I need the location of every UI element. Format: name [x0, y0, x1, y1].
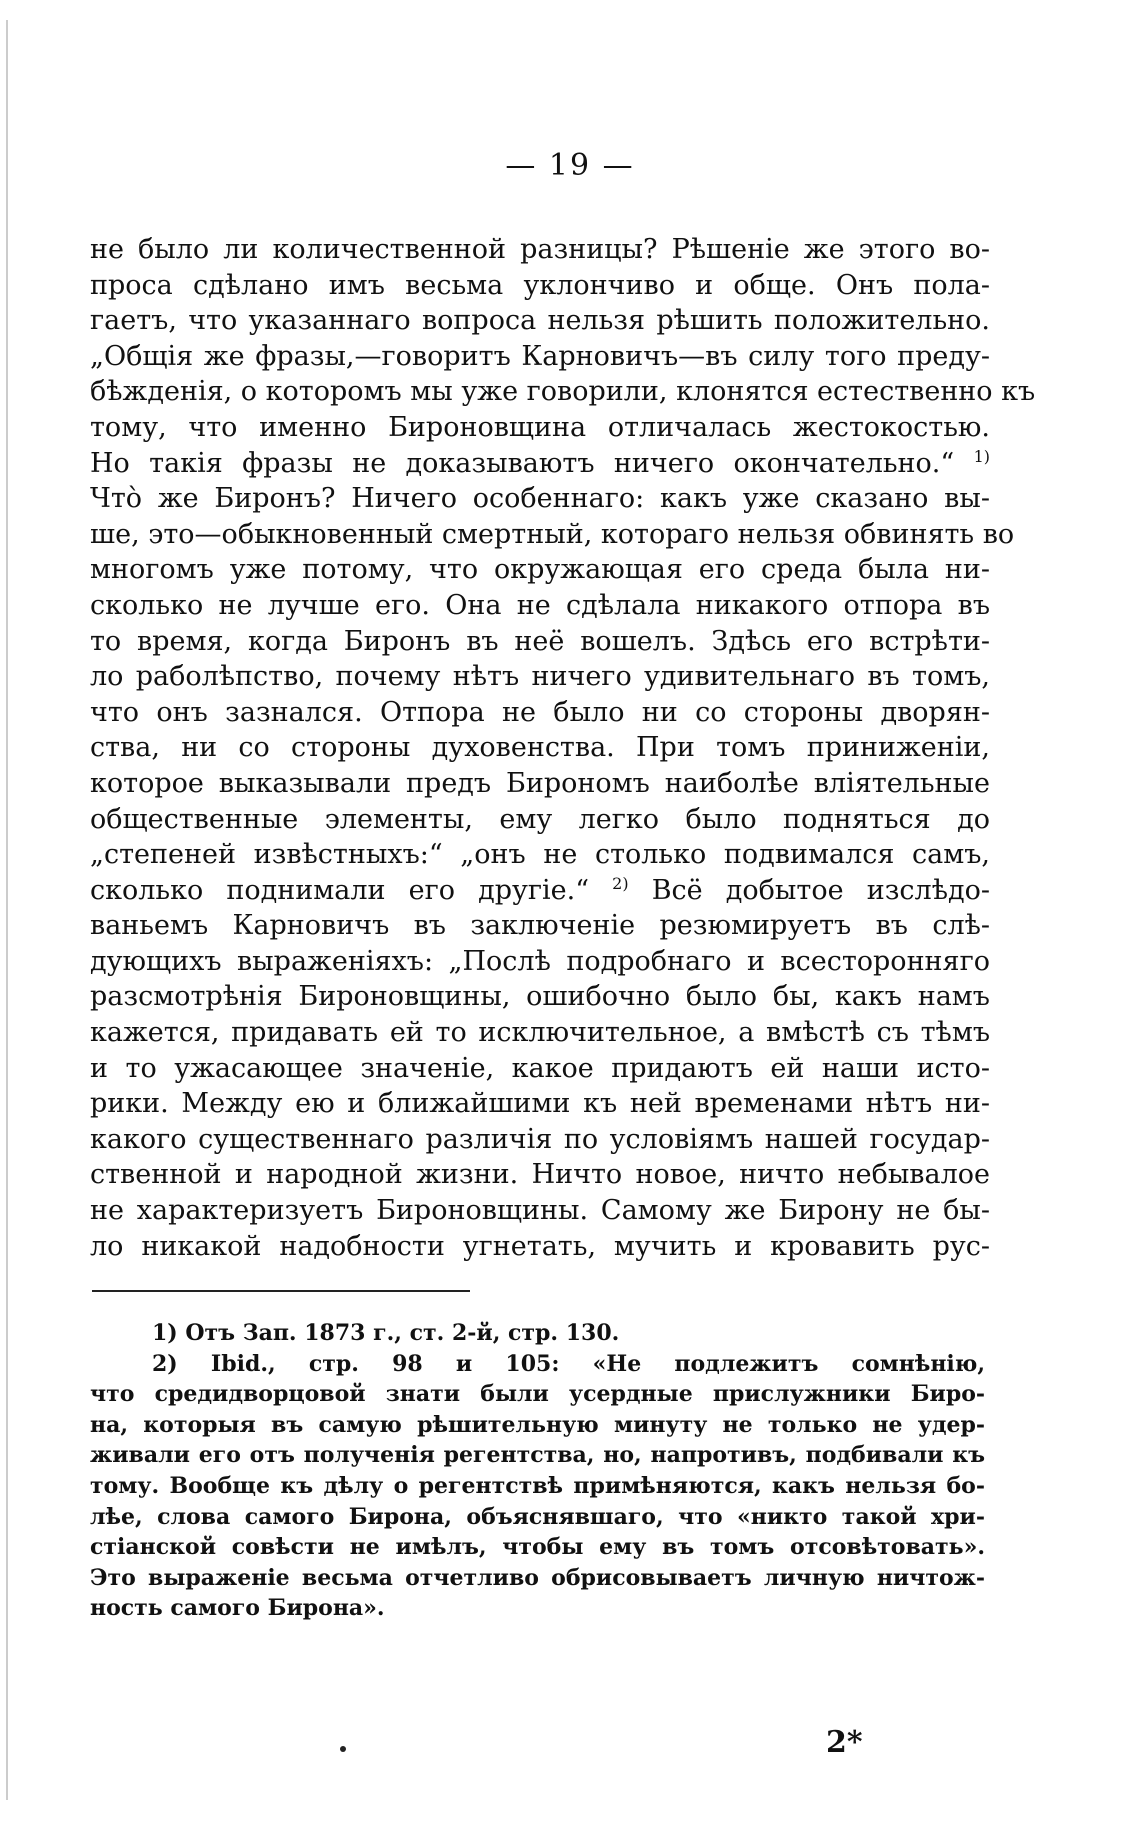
page-edge-shadow	[6, 20, 8, 1800]
body-line: то время, когда Биронъ въ неё вошелъ. Здѣсь его встрѣти-	[90, 625, 990, 657]
body-line: дующихъ выраженіяхъ: „Послѣ подробнаго и всесторонняго	[90, 945, 990, 977]
body-line: разсмотрѣнія Бироновщины, ошибочно было бы, какъ намъ	[90, 981, 990, 1013]
body-line: „Общія же фразы,—говоритъ Карновичъ—въ силу того преду-	[90, 340, 990, 372]
footnote-divider	[92, 1290, 470, 1292]
body-line: не было ли количественной разницы? Рѣшеніе же этого во-	[90, 234, 990, 265]
footnote-marker-2: 2)	[612, 873, 629, 893]
footnote-2-line: Это выраженіе весьма отчетливо обрисовываетъ личную ничтож-	[90, 1564, 985, 1591]
body-line: что онъ зазнался. Отпора не было ни со стороны дворян-	[90, 696, 990, 728]
body-line-with-note	[90, 873, 990, 909]
body-line: ства, ни со стороны духовенства. При томъ приниженіи,	[90, 732, 990, 764]
footnote-2-line: живали его отъ полученія регентства, но, напротивъ, подбивали къ	[90, 1442, 985, 1469]
body-line: проса сдѣлано имъ весьма уклончиво и обще. Онъ пола-	[90, 269, 990, 301]
body-line: которое выказывали предъ Бирономъ наиболѣе вліятельные	[90, 767, 990, 799]
body-line: ло раболѣпство, почему нѣтъ ничего удивительнаго въ томъ,	[90, 661, 990, 693]
body-line: сколько не лучше его. Она не сдѣлала никакого отпора въ	[90, 589, 990, 621]
body-line-text: Но такія фразы не доказываютъ ничего окончательно.“	[90, 447, 955, 479]
printing-dot	[340, 1746, 346, 1752]
footnote-marker-1: 1)	[973, 446, 990, 466]
body-line: многомъ уже потому, что окружающая его среда была ни-	[90, 554, 990, 586]
body-line: ственной и народной жизни. Ничто новое, ничто небывалое	[90, 1159, 990, 1191]
page-number: — 19 —	[505, 148, 635, 183]
footnote-1: 1) Отъ Зап. 1873 г., ст. 2-й, стр. 130.	[152, 1320, 620, 1346]
footnotes	[90, 1318, 985, 1624]
body-line: гаетъ, что указаннаго вопроса нельзя рѣшить положительно.	[90, 305, 990, 337]
body-line: „степеней извѣстныхъ:“ „онъ не столько подвимался самъ,	[90, 839, 990, 871]
body-line-text: сколько поднимали его другіе.“	[90, 874, 590, 906]
body-line: ваньемъ Карновичъ въ заключеніе резюмируетъ въ слѣ-	[90, 910, 990, 942]
body-line: ше, это—обыкновенный смертный, котораго нельзя обвинять во	[90, 518, 1015, 550]
body-line-continuation: Всё добытое изслѣдо-	[651, 874, 990, 906]
footnote-2-line: тому. Вообще къ дѣлу о регентствѣ примѣняются, какъ нельзя бо-	[90, 1472, 985, 1499]
footnote-2-line: на, которыя въ самую рѣшительную минуту не только не удер-	[90, 1411, 985, 1438]
body-line: Чтò же Биронъ? Ничего особеннаго: какъ уже сказано вы-	[90, 483, 990, 515]
footnote-2-line: 2) Ibid., стр. 98 и 105: «Не подлежитъ сомнѣнію,	[152, 1350, 985, 1377]
signature-mark: 2*	[826, 1725, 863, 1760]
main-text	[90, 232, 1036, 1264]
body-line-with-note	[90, 446, 990, 482]
body-line: рики. Между ею и ближайшими къ ней временами нѣтъ ни-	[90, 1088, 990, 1120]
footnote-2-line: лѣе, слова самого Бирона, объяснявшаго, что «никто такой хри-	[90, 1503, 985, 1530]
body-line: и то ужасающее значеніе, какое придаютъ ей наши исто-	[90, 1052, 990, 1084]
body-line: бѣжденія, о которомъ мы уже говорили, клонятся естественно къ	[90, 376, 1036, 408]
footnote-2-line: стіанской совѣсти не имѣлъ, чтобы ему въ томъ отсовѣтовать».	[90, 1534, 985, 1561]
body-line: не характеризуетъ Бироновщины. Самому же Бирону не бы-	[90, 1195, 990, 1227]
body-line: общественные элементы, ему легко было подняться до	[90, 803, 990, 835]
body-line: ло никакой надобности угнетать, мучить и кровавить рус-	[90, 1230, 990, 1262]
footnote-2-line: ность самого Бирона».	[90, 1595, 385, 1622]
body-line: кажется, придавать ей то исключительное, а вмѣстѣ съ тѣмъ	[90, 1017, 990, 1049]
footnote-2-line: что средидворцовой знати были усердные прислужники Биро-	[90, 1381, 985, 1408]
body-line: тому, что именно Бироновщина отличалась жестокостью.	[90, 411, 990, 443]
body-line: какого существеннаго различія по условіямъ нашей государ-	[90, 1123, 990, 1155]
